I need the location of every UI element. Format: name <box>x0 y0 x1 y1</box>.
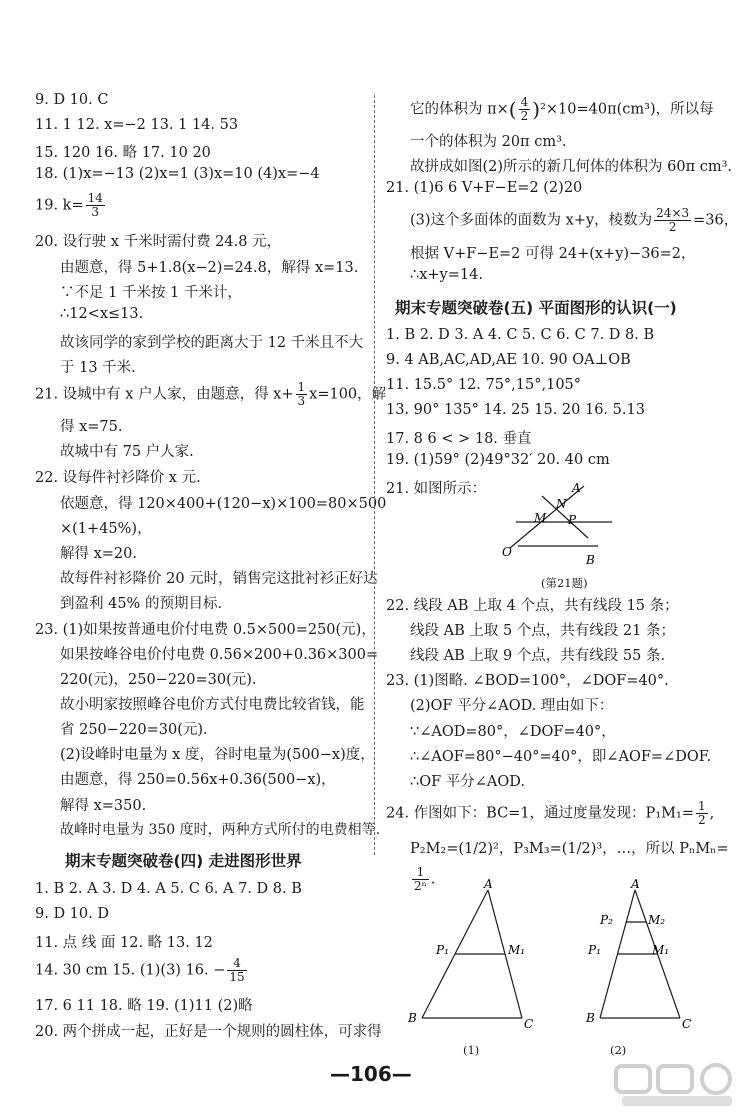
fraction: $\frac{4}{15}$ <box>229 956 245 984</box>
answer-line: 它的体积为 π×( $\frac{4}{2}$ )²×10=40π(cm³)，所以每 <box>410 95 714 123</box>
figure-24-2 <box>580 878 730 1028</box>
label-c: C <box>524 1017 534 1028</box>
answer-line: 9. D 10. C <box>35 92 109 108</box>
label-n: N <box>556 497 567 511</box>
column-divider <box>374 95 376 855</box>
answer-line: 依题意，得 120×400+(120−x)×100=80×500 <box>60 496 387 512</box>
label-b: B <box>586 1011 595 1025</box>
answer-line: 11. 点 线 面 12. 略 13. 12 <box>35 935 213 951</box>
label-o: O <box>502 545 512 559</box>
figure-caption: (1) <box>463 1043 480 1057</box>
answer-line: 9. 4 AB,AC,AD,AE 10. 90 OA⊥OB <box>386 352 631 368</box>
answer-line: 由题意，得 5+1.8(x−2)=24.8，解得 x=13. <box>60 260 359 276</box>
answer-line: (3)这个多面体的面数为 x+y，棱数为 $\frac{24\times 3}{2}$ =36， <box>410 206 739 234</box>
fraction: $\frac{1}{2}$ <box>697 799 706 827</box>
answer-line: 于 13 千米. <box>60 360 136 376</box>
answer-line: 如果按峰谷电价付电费 0.56×200+0.36×300= <box>60 647 379 663</box>
answer-line: 22. 设每件衬衫降价 x 元. <box>35 470 201 486</box>
answer-line: 17. 6 11 18. 略 19. (1)11 (2)略 <box>35 998 253 1014</box>
figure-caption: (2) <box>610 1043 627 1057</box>
section-heading: 期末专题突破卷(五) 平面图形的认识(一) <box>395 299 677 317</box>
answer-line: ×(1+45%)， <box>60 521 152 537</box>
answer-line: 故该同学的家到学校的距离大于 12 千米且不大 <box>60 335 364 351</box>
answer-line: 21. 设城中有 x 户人家，由题意，得 x+ $\frac{1}{3}$ x=100，解 <box>35 380 387 408</box>
answer-line: 19. k= $\frac{14}{3}$ <box>35 191 103 219</box>
answer-line: 18. (1)x=−13 (2)x=1 (3)x=10 (4)x=−4 <box>35 166 320 182</box>
answer-line: 线段 AB 上取 5 个点，共有线段 21 条； <box>410 623 675 639</box>
answer-line: 1. B 2. D 3. A 4. C 5. C 6. C 7. D 8. B <box>386 327 655 343</box>
answer-line: 省 250−220=30(元). <box>60 722 208 738</box>
answer-line: 21. 如图所示： <box>386 481 487 497</box>
label-p1: P₁ <box>588 943 601 957</box>
answer-line: ∴x+y=14. <box>410 267 483 283</box>
answer-line: 11. 15.5° 12. 75°,15°,105° <box>386 377 582 393</box>
answer-line: ∴12<x≤13. <box>60 306 144 322</box>
label-b: B <box>408 1011 417 1025</box>
label-m1: M₁ <box>508 943 526 957</box>
answer-line: 一个的体积为 20π cm³. <box>410 134 567 150</box>
label-m2: M₂ <box>648 913 666 927</box>
answer-line: 根据 V+F−E=2 可得 24+(x+y)−36=2， <box>410 246 696 262</box>
answer-line: ∵∠AOD=80°，∠DOF=40°， <box>410 724 616 740</box>
fraction: $\frac{1}{3}$ <box>297 380 306 408</box>
figure-24-1 <box>400 878 545 1028</box>
fraction: $\frac{1}{\text{2ⁿ}}$ <box>414 865 427 893</box>
answer-line: 13. 90° 135° 14. 25 15. 20 16. 5.13 <box>386 402 645 418</box>
answer-line: 由题意，得 250=0.56x+0.36(500−x)， <box>60 772 336 788</box>
label-c: C <box>682 1017 692 1028</box>
label-a: A <box>631 878 640 891</box>
answer-line: ∵不足 1 千米按 1 千米计， <box>60 285 242 301</box>
answer-line: 22. 线段 AB 上取 4 个点，共有线段 15 条； <box>386 598 679 614</box>
answer-line: 23. (1)如果按普通电价付电费 0.5×500=250(元)， <box>35 622 376 638</box>
answer-line: 故小明家按照峰谷电价方式付电费比较省钱，能 <box>60 697 365 713</box>
label-p1: P₁ <box>436 943 449 957</box>
label-a: A <box>572 481 581 495</box>
answer-line: P₂M₂=(1/2)²，P₃M₃=(1/2)³，…，所以 PₙMₙ= <box>410 841 729 857</box>
answer-line: 20. 设行驶 x 千米时需付费 24.8 元， <box>35 234 282 250</box>
answer-line: 故每件衬衫降价 20 元时，销售完这批衬衫正好达 <box>60 571 378 587</box>
figure-caption: (第21题) <box>541 576 588 590</box>
answer-line: (2)OF 平分∠AOD. 理由如下： <box>410 698 614 714</box>
answer-line: 11. 1 12. x=−2 13. 1 14. 53 <box>35 117 239 133</box>
fraction: $\frac{24\times 3}{2}$ <box>656 206 690 234</box>
answer-line: ∴∠AOF=80°−40°=40°，即∠AOF=∠DOF. <box>410 749 712 765</box>
answer-line: 故城中有 75 户人家. <box>60 444 194 460</box>
label-m: M <box>534 511 547 525</box>
label-m1: M₁ <box>652 943 670 957</box>
answer-line: 9. D 10. D <box>35 906 109 922</box>
answer-line: 17. 8 6 < > 18. 垂直 <box>386 431 532 447</box>
answer-line: 21. (1)6 6 V+F−E=2 (2)20 <box>386 180 583 196</box>
answer-line: 220(元)，250−220=30(元). <box>60 672 257 688</box>
answer-line: 14. 30 cm 15. (1)(3) 16. − $\frac{4}{15}$ <box>35 956 245 984</box>
answer-line: (2)设峰时电量为 x 度，谷时电量为(500−x)度， <box>60 747 375 763</box>
answer-line: 19. (1)59° (2)49°32′ 20. 40 cm <box>386 452 610 468</box>
label-a: A <box>484 878 493 891</box>
label-p: P <box>568 513 577 527</box>
page-number: —106— <box>330 1062 412 1086</box>
answer-line: 线段 AB 上取 9 个点，共有线段 55 条. <box>410 648 666 664</box>
answer-line: 故峰时电量为 350 度时，两种方式所付的电费相等. <box>60 822 381 838</box>
answer-line: ∴OF 平分∠AOD. <box>410 774 526 790</box>
answer-line: 24. 作图如下：BC=1，通过度量发现：P₁M₁= $\frac{1}{2}$ , <box>386 799 715 827</box>
fraction: $\frac{14}{3}$ <box>87 191 103 219</box>
answer-line: 1. B 2. A 3. D 4. A 5. C 6. A 7. D 8. B <box>35 881 302 897</box>
figure-21 <box>490 478 630 578</box>
section-heading: 期末专题突破卷(四) 走进图形世界 <box>65 852 302 870</box>
answer-line: 解得 x=20. <box>60 546 137 562</box>
answer-line: 解得 x=350. <box>60 798 147 814</box>
answer-line: 故拼成如图(2)所示的新几何体的体积为 60π cm³. <box>410 159 733 175</box>
answer-line: 23. (1)图略. ∠BOD=100°，∠DOF=40°. <box>386 673 669 689</box>
label-b: B <box>586 553 595 567</box>
answer-line: $\frac{1}{\text{2ⁿ}}$ . <box>414 865 436 893</box>
watermark-logo-icon <box>612 1062 742 1110</box>
answer-line: 15. 120 16. 略 17. 10 20 <box>35 145 211 161</box>
answer-line: 到盈利 45% 的预期目标. <box>60 596 223 612</box>
label-p2: P₂ <box>600 913 613 927</box>
answer-line: 20. 两个拼成一起，正好是一个规则的圆柱体，可求得 <box>35 1024 382 1040</box>
fraction: $\frac{4}{2}$ <box>520 95 529 123</box>
answer-line: 得 x=75. <box>60 419 123 435</box>
